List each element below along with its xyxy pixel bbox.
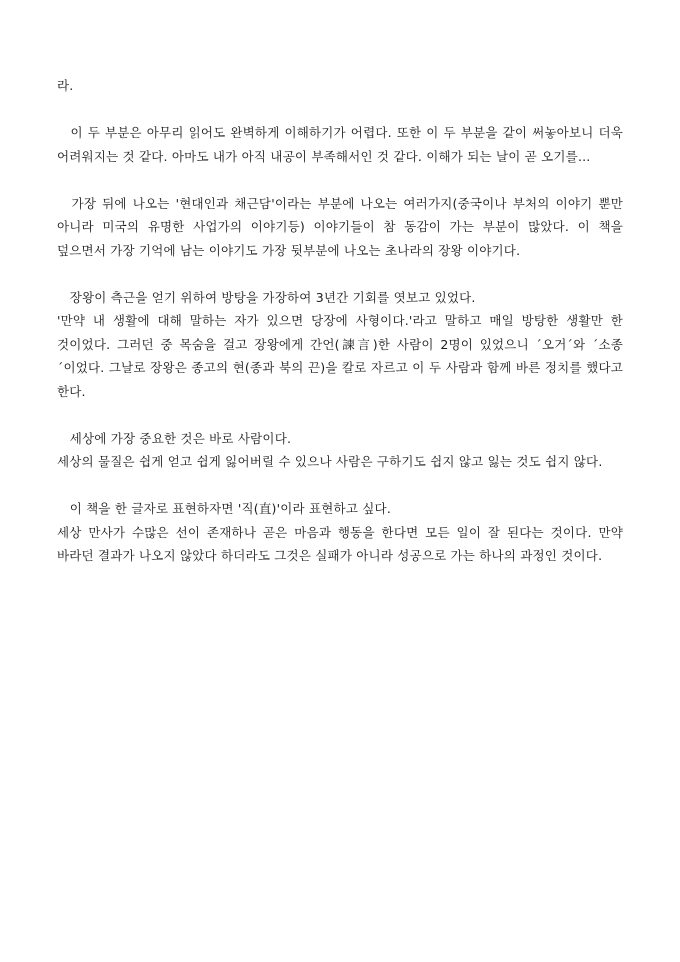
document-page — [57, 74, 628, 568]
paragraph-2-line-1: 이 두 부분은 아무리 읽어도 완벽하게 이해하기가 어렵다. 또한 이 두 부분을 같이 써놓아보니 더욱 어려워지는 것 같다. 아마도 내가 아직 내공이 부족해서인 것 같다. 이해가 되는 날이 곧 오기를... — [57, 125, 628, 164]
paragraph-4-line-1: 장왕이 측근을 얻기 위하여 방탕을 가장하여 3년간 기회를 엿보고 있었다. — [57, 289, 476, 305]
paragraph-6-line-1: 이 책을 한 글자로 표현하자면 '직(直)'이라 표현하고 싶다. — [57, 501, 391, 516]
paragraph-gap — [57, 262, 623, 286]
paragraph-5-line-2: 세상의 물질은 쉽게 얻고 쉽게 잃어버릴 수 있으나 사람은 구하기도 쉽지 않고 잃는 것도 쉽지 않다. — [57, 454, 603, 469]
paragraph-1-line-1: 라. — [57, 78, 74, 93]
paragraph-gap — [57, 168, 623, 192]
paragraph-5-line-1: 세상에 가장 중요한 것은 바로 사람이다. — [57, 430, 292, 446]
paragraph-4-line-2: '만약 내 생활에 대해 말하는 자가 있으면 당장에 사형이다.'라고 말하고 매일 방탕한 생활만 한 것이었다. 그러던 중 목숨을 걸고 장왕에게 간언(諫言)한 사람이 2명이 있었으니 ´오거´와 ´소종´이었다. 그날로 장왕은 종고의 현(종과 북의 끈)을 칼로 자르고 이 두 사람과 함께 바른 정치를 했다고 한다. — [57, 313, 628, 399]
paragraph-gap — [57, 474, 623, 498]
paragraph-3-line-1: 가장 뒤에 나오는 '현대인과 채근담'이라는 부분에 나오는 여러가지(중국이나 부처의 이야기 뿐만 아니라 미국의 유명한 사업가의 이야기등) 이야기들이 참 동감이 가는 부분이 많았다. 이 책을 덮으면서 가장 기억에 남는 이야기도 가장 뒷부분에 나오는 초나라의 장왕 이야기다. — [57, 195, 628, 258]
paragraph-6-line-2: 세상 만사가 수많은 선이 존재하나 곧은 마음과 행동을 한다면 모든 일이 잘 된다는 것이다. 만약 바라던 결과가 나오지 않았다 하더라도 그것은 실패가 아니라 성공으로 가는 하나의 과정인 것이다. — [57, 524, 628, 563]
paragraph-gap — [57, 98, 623, 122]
paragraph-gap — [57, 403, 623, 427]
